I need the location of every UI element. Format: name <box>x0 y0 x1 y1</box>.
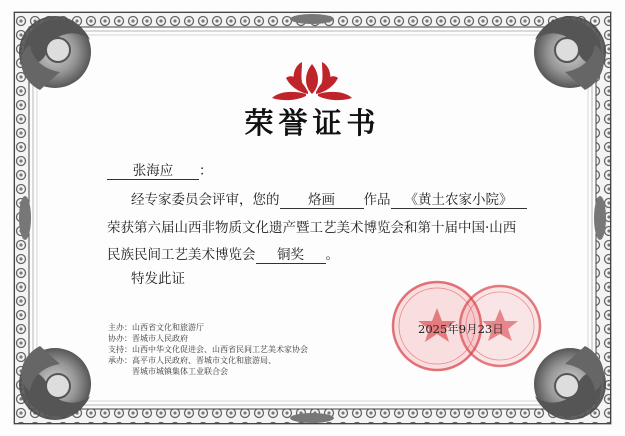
closing-text: 特发此证 <box>131 271 185 287</box>
work-category: 烙画 <box>280 192 364 209</box>
line3-prefix: 民族民间工艺美术博览会 <box>107 247 256 263</box>
organizer-undertaker-cont: 晋城市城镇集体工业联合会 <box>108 367 228 376</box>
body-line-2: 荣获第六届山西非物质文化遗产暨工艺美术博览会和第十届中国·山西 <box>107 220 517 236</box>
work-title: 《黄土农家小院》 <box>391 192 527 209</box>
corner-ornament-bottom-left <box>19 346 91 420</box>
corner-ornament-bottom-right <box>534 346 606 420</box>
recipient-colon: ： <box>199 163 213 179</box>
organizer-support: 支持：山西中华文化促进会、山西省民间工艺美术家协会 <box>108 345 308 354</box>
body-line-1 <box>131 188 527 209</box>
award-level: 铜奖 <box>256 247 326 264</box>
line1-prefix: 经专家委员会评审，您的 <box>131 192 280 208</box>
organizers-block <box>108 322 308 377</box>
corner-ornament-top-right <box>534 16 606 90</box>
certificate-title: 荣誉证书 <box>244 106 381 140</box>
line1-mid: 作品 <box>363 192 391 208</box>
issue-date: 2025年9月23日 <box>418 322 504 336</box>
organizer-undertaker: 承办：高平市人民政府、晋城市文化和旅游局、 <box>108 356 276 365</box>
corner-ornament-top-left <box>19 16 91 90</box>
body-line-3 <box>107 243 339 264</box>
recipient-name: 张海应 <box>107 163 199 180</box>
organizer-co-host: 协办：晋城市人民政府 <box>108 334 188 343</box>
organizer-host: 主办：山西省文化和旅游厅 <box>108 323 204 332</box>
line3-suffix: 。 <box>325 247 339 263</box>
recipient-line <box>107 159 213 180</box>
lotus-logo-icon <box>272 62 352 100</box>
